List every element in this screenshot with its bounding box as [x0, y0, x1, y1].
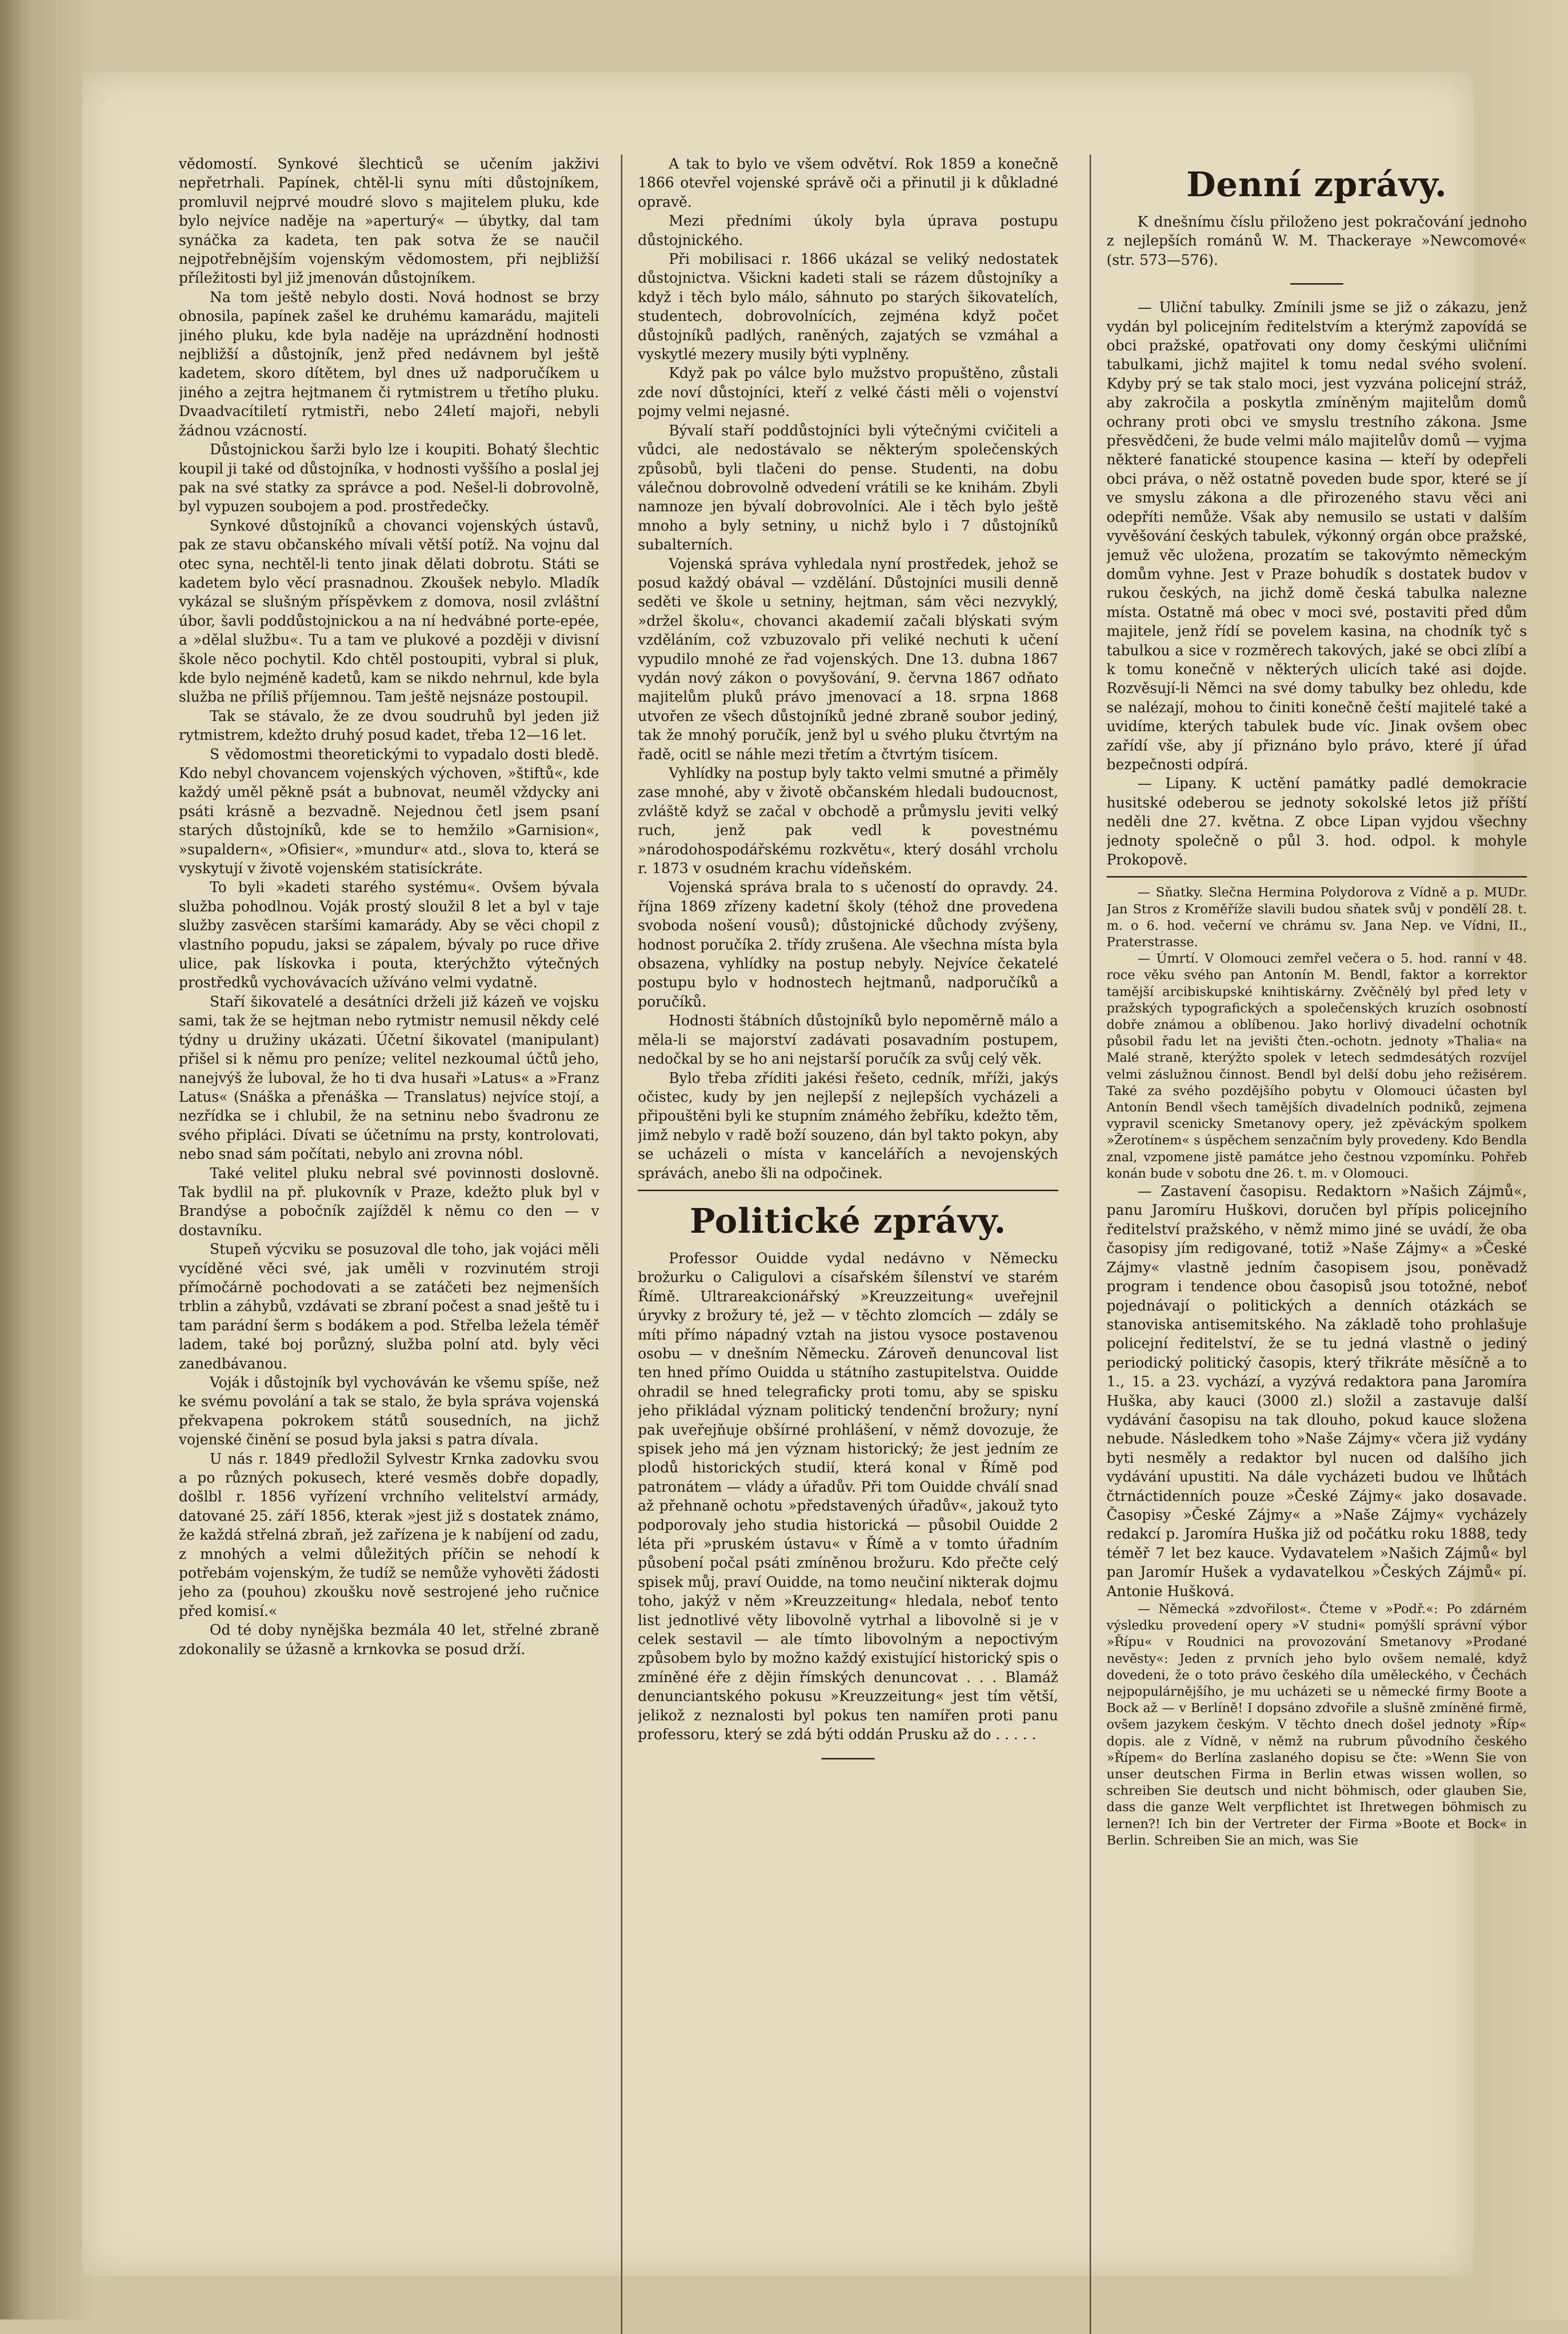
col3-paragraph: — Lipany. K uctění památky padlé demokracie husitské odeberou se jednoty sokolské letos již příští neděli dne 27. května. Z obce Lipan vyjdou všechny jednoty společně o půl 3. hod. odpol. k mohyle Prokopově. [1107, 775, 1527, 868]
politics-paragraph: Professor Ouidde vydal nedávno v Německu brožurku o Caligulovi a císařském šílenství ve starém Římě. Ultrareakcionářský »Kreuzzeitung« uveřejnil úryvky z brožury té, jež — v těchto zlomcích — zdály se míti přímo nápadný vztah na jistou vysoce postavenou osobu — v dnešním Německu. Zároveň denuncoval list ten hned přímo Ouidda u státního zastupitelstva. Ouidde ohradil se hned telegraficky proti tomu, aby se spisku jeho přikládal význam politický tendenční brožury; nyní pak uveřejňuje obšírné prohlášení, v němž dovozuje, že spisek jeho má jen význam historický; že jest jedním ze plodů historických studií, která konal v Římě pod patronátem — vlády a úřadův. Při tom Ouidde chválí snad až přehnaně ochotu »představených úřadův«, jakouž tyto podporovaly jeho studia historická — působil Ouidde 2 léta při »pruském ústavu« v Římě a v tomto úřadním působení počal psáti zmíněnou brožuru. Kdo přečte celý spisek můj, praví Ouidde, na tomo neučiní nikterak dojmu toho, jakýž v něm »Kreuzzeitung« hledala, neboť tento list jednotlivé věty libovolně vytrhal a libovolně si je v celek sestavil — ale tímto libovolným a nepoctivým způsobem bylo by možno každý existující historický spis o zmíněné éře z dějin římských denuncovat . . . Blamáž denunciantského pokusu »Kreuzzeitung« jest tím větší, jelikož z neznalosti byl pokus ten namířen proti panu professoru, který se zdá býti oddán Prusku až do . . . . . [638, 1250, 1058, 1743]
col2-paragraph: Bývalí staří poddůstojníci byli výtečnými cvičiteli a vůdci, ale nedostávalo se některým společenských způsobů, byli tlačeni do pense. Studenti, na dobu válečnou dobrovolně odvedení vrátili se ke knihám. Zbyli namnoze jen bývalí dobrovolníci. Ale i těch bylo ještě mnoho a byly setniny, u nichž bylo i 7 důstojníků subalterních. [638, 422, 1058, 553]
col2-paragraph: Vojenská správa vyhledala nyní prostředek, jehož se posud každý obával — vzdělání. Důstojníci musili denně seděti ve škole u setniny, hejtman, sám věci nezvyklý, »držel školu«, chovanci akademií začali blýskati svým vzděláním, což vzbuzovalo při veliké nechuti k učení vypudilo mnohé ze řad vojenských. Dne 13. dubna 1867 vydán nový zákon o povyšování, 9. června 1867 odňato majitelům pluků právo jmenovací a 18. srpna 1868 utvořen ze všech důstojníků jedné zbraně soubor jediný, tak že mnohý poručík, jenž byl u svého pluku čtvrtým na řadě, ocitl se náhle mezi třetím a čtvrtým tisícem. [638, 555, 1058, 763]
daily-news-intro: K dnešnímu číslu přiloženo jest pokračování jednoho z nejlepších románů W. M. Thackeraye »Newcomové« (str. 573—576). [1107, 214, 1527, 268]
col1-paragraph: Staří šikovatelé a desátníci drželi již kázeň ve vojsku sami, tak že se hejtman nebo rytmistr nemusil někdy celé týdny u družiny ukázati. Účetní šikovatel (manipulant) přišel si k němu pro peníze; velitel nezkoumal účtů jeho, nanejvýš že ĺuboval, že ho ti dva husaři »Latus« a »Franz Latus« (Snáška a přenáška — Translatus) nejvíce stojí, a nezřídka se i chlubil, že na setninu nebo švadronu ze svého připláci. Dívati se účetnímu na prsty, kontrolovati, nebo snad sám počítati, nebylo ani zrovna nóbl. [179, 993, 599, 1163]
col1-paragraph: U nás r. 1849 předložil Sylvestr Krnka zadovku svou a po různých pokusech, které vesměs dobře dopadly, došlbl r. 1856 vyřízení vrchního velitelství armády, datované 25. září 1856, kterak »jest již s dostatek známo, že každá střelná zbraň, jež zařízena je k nabíjení od zadu, z mnohých a velmi důležitých příčin se nehodí k potřebám vojenským, že tudíž se nemůže vyhověti žádosti jeho za (pouhou) zkoušku nově sestrojené jeho ručnice před komisí.« [179, 1450, 599, 1619]
news-divider [1107, 876, 1527, 878]
col3-paragraph: — Zastavení časopisu. Redaktorn »Našich Zájmů«, panu Jaromíru Huškovi, doručen byl přípis policejního ředitelství pražského, v němž mimo jiné se uvádí, že oba časopisy jím redigované, totiž »Naše Zájmy« a »České Zájmy« vlastně jedním časopisem jsou, poněvadž program i tendence obou časopisů jsou totožné, neboť pojednávají o politických a denních otázkách se stanoviska antisemitského. Na základě toho prohlašuje policejní ředitelství, že se tu jedná vlastně o jediný periodický politický časopis, který třikráte měsíčně a to 1., 15. a 23. vychází, a vyzývá redaktora pana Jaromíra Huška, aby kauci (3000 zl.) složil a zastavuje další vydávání časopisu na tak dlouho, pokud kauce složena nebude. Následkem toho »Naše Zájmy« včera již vydány byti nesměly a redaktor byl nucen od dalšího jich vydávání upustiti. Na dále vycházeti budou ve lhůtách čtrnáctidenních pouze »České Zájmy« jako dosavade. Časopisy »České Zájmy« a »Naše Zájmy« vycházely redakcí p. Jaromíra Huška již od počátku roku 1888, tedy téměř 7 let bez kauce. Vydavatelem »Našich Zájmů« byl pan Jaromír Hušek a vydavatelkou »Českých Zájmů« pí. Antonie Hušková. [1107, 1183, 1527, 1599]
column-rule-2 [1090, 155, 1091, 2334]
col2-paragraph: Bylo třeba zříditi jakési řešeto, cedník, mříži, jakýs očistec, kudy by jen nejlepší z nejlepších vycházeli a připouštěni byli ke stupním známého žebříku, kdežto těm, jimž nebylo v radě boží souzeno, dán byl takto pokyn, aby se ucházeli o místa v kancelářích a nevojenských správách, anebo šli na odpočinek. [638, 1069, 1058, 1181]
col1-paragraph: Synkové důstojníků a chovanci vojenských ústavů, pak ze stavu občanského mívali větší potíž. Na vojnu dal otec syna, nechtěl-li tento jinak dělati dobrotu. Státi se kadetem bylo věcí prasnadnou. Zkoušek nebylo. Mladík vykázal se slušným příspěvkem z domova, nosil zvláštní úbor, šavli poddůstojnickou a na ní hedvábné porte-epée, a »dělal službu«. Tu a tam ve plukové a později v divisní škole něco pochytil. Kdo chtěl postoupiti, vybral si pluk, kde bylo nejméně kadetů, kam se nikdo nehrnul, kde byla služba ne příliš příjemnou. Tam ještě nejsnáze postoupil. [179, 517, 599, 706]
col1-paragraph: Důstojnickou šarži bylo lze i koupiti. Bohatý šlechtic koupil ji také od důstojníka, v hodnosti vyššího a poslal jej pak na své statky za správce a pod. Nešel-li dobrovolně, byl vypuzen soubojem a pod. prostředečky. [179, 441, 599, 515]
col2-paragraph: Vojenská správa brala to s učeností do opravdy. 24. října 1869 zřízeny kadetní školy (téhož dne provedena svoboda nošení vousů); důstojnické důchody zvýšeny, hodnost poručíka 2. třídy zrušena. Ale všechna místa byla obsazena, vyhlídky na postup nebyly. Nejvíce čekatelé postupu bylo v hodnostech hejtmanů, nadporučíků a poručíků. [638, 879, 1058, 1010]
column-rule-1 [621, 155, 622, 2334]
col1-paragraph: Voják i důstojník byl vychováván ke všemu spíše, než ke svému povolání a tak se stalo, že byla správa vojenská překvapena pokrokem států sousedních, na jichž vojenské činění se posud byla jaksi s patra dívala. [179, 1374, 599, 1448]
politics-heading: Politické zprávy. [690, 1200, 1007, 1241]
col2-paragraph: Vyhlídky na postup byly takto velmi smutné a přiměly zase mnohé, aby v životě občanském hledali budoucnost, zvláště když se začal v obchodě a průmyslu jeviti velký ruch, jenž pak vedl k povestnému »národohospodářskému rozkvětu«, který dosáhl vrcholu r. 1873 v osudném krachu vídeňském. [638, 765, 1058, 877]
col1-paragraph: Stupeň výcviku se posuzoval dle toho, jak vojáci měli vycíděné věci své, jak uměli v rozvinutém stroji přímočárně pochodovati a se zatáčeti bez nejmenších trblin a záhybů, vzdávati se zbraní počest a snad ještě tu i tam parádní šerm s bodákem a pod. Střelba ležela téměř ladem, také boj porůzný, služba polní atd. byly věci zanedbávanou. [179, 1241, 599, 1372]
intro-separator [1290, 283, 1343, 285]
daily-news-heading: Denní zprávy. [1186, 164, 1447, 204]
col2-paragraph: A tak to bylo ve všem odvětví. Rok 1859 a konečně 1866 otevřel vojenské správě oči a přinutil ji k důkladné opravě. [638, 156, 1058, 210]
col2-paragraph: Když pak po válce bylo mužstvo propuštěno, zůstali zde noví důstojníci, kteří z velké části měli o vojenství pojmy velmi nejasné. [638, 365, 1058, 420]
col1-paragraph: Na tom ještě nebylo dosti. Nová hodnost se brzy obnosila, papínek zašel ke druhému kamarádu, majiteli jiného pluku, kde byla naděje na uprázdnění hodnosti nejbližší a důstojník, jenž před nedávnem byl ještě kadetem, skoro dítětem, byl dnes už nadporučíkem u jiného a zejtra hejtmanem či rytmistrem u třetího pluku. Dvaadvacítiletí rytmistři, nebo 24letí majoři, nebyli žádnou vzácností. [179, 288, 599, 439]
col1-paragraph: Tak se stávalo, že ze dvou soudruhů byl jeden již rytmistrem, kdežto druhý posud kadet, třeba 12—16 let. [179, 707, 599, 744]
columns-container [179, 155, 1546, 2334]
col1-paragraph: Od té doby nynějška bezmála 40 let, střelné zbraně zdokonalily se úžasně a krnkovka se posud drží. [179, 1622, 599, 1657]
section-divider [638, 1190, 1058, 1191]
col1-paragraph: Také velitel pluku nebral své povinnosti doslovně. Tak bydlil na př. plukovník v Praze, kdežto pluk byl v Brandýse a pobočník zajížděl k němu co den — v dostavníku. [179, 1165, 599, 1239]
col3-small-paragraph: — Úmrtí. V Olomouci zemřel večera o 5. hod. ranní v 48. roce věku svého pan Antonín M. Bendl, faktor a korrektor tamější arcibiskupské knihtiskárny. Zvěčnělý byl před lety v pražských typografických a společenských kruzích osobností dobře známou a oblíbenou. Jako horlivý divadelní ochotník působil řadu let na jevišti čten.-ochotn. jednoty »Thalia« na Malé straně, kterýžto spolek v letech sedmdesátých rozvíjel velmi záslužnou činnost. Bendl byl delší dobu jeho režisérem. Také za svého pozdějšího pobytu v Olomouci účasten byl Antonín Bendl všech tamějších divadelních podniků, zejmena vypravil scenicky Smetanovy opery, jež zpěváckým spolkem »Žerotínem« s úspěchem senzačním byly provedeny. Kdo Bendla znal, vzpomene jistě památce jeho čestnou vzpomínku. Pohřeb konán bude v sobotu dne 26. t. m. v Olomouci. [1107, 951, 1527, 1181]
column-3 [1107, 155, 1527, 2334]
col3-small-paragraph: — Německá »zdvořilost«. Čteme v »Podř.«: Po zdárném výsledku provedení opery »V studni« pomýšlí správní výbor »Řípu« v Roudnici na provozování Smetanovy »Prodané nevěsty«: Jeden z prvních jeho bylo ovšem nemalé, když dovedeni, že o toto právo českého díla uměleckého, v Čechách nejpopulárnějšího, je mu ucházeti se u německé firmy Boote a Bock až — v Berlíně! I dopsáno zdvořile a slušně zmíněné firmě, ovšem jazykem českým. V těchto dnech došel jednoty »Říp« dopis. ale z Vídně, v němž na rubrum původního českého »Řípem« do Berlína zaslaného dopisu se čte: »Wenn Sie von unser deutschen Firma in Berlin etwas wissen wollen, so schreiben Sie deutsch und nicht böhmisch, oder glauben Sie, dass die ganze Welt verpflichtet ist Ihretwegen böhmisch zu lernen?! Ich bin der Vertreter der Firma »Boote et Bock« in Berlin. Schreiben Sie an mich, was Sie [1107, 1601, 1527, 1848]
newspaper-page [82, 72, 1527, 2276]
col3-small-paragraph: — Sňatky. Slečna Hermina Polydorova z Vídně a p. MUDr. Jan Stros z Kroměříže slavili budou sňatek svůj v pondělí 28. t. m. o 6. hod. večerní ve chrámu sv. Jana Nep. ve Vídni, II., Praterstrasse. [1107, 885, 1527, 950]
col1-paragraph: vědomostí. Synkové šlechticů se učením jakživi nepřetrhali. Papínek, chtěl-li synu míti důstojníkem, promluvil nejprvé moudré slovo s majitelem pluku, kde bylo nejvíce naděje na »aperturý« — úbytky, dal tam synáčka za kadeta, ten pak sotva že se naučil nejpotřebnějším vojenským vědomostem, při nejbližší příležitosti byl již jmenován důstojníkem. [179, 156, 599, 287]
col3-paragraph: — Uliční tabulky. Zmínili jsme se již o zákazu, jenž vydán byl policejním ředitelstvím a kterýmž zapovídá se obci pražské, opatřovati ony domy českými uličními tabulkami, jichž majitel k tomu nedal svého svolení. Kdyby prý se tak stalo moci, jest vyzvána policejní stráž, aby zakročila a poskytla zmíněným majitelům domů ochrany proti obci ve smyslu trestního zákona. Jsme přesvědčeni, že bude velmi málo majitelův domů — vyjma některé fanatické stoupence kasina — kteří by odepřeli obci práva, o něž ostatně poveden bude spor, které se jí ve smyslu zákona a dle přirozeného stavu věci ani odepříti nemůže. Však aby nemusilo se ustati v dalším vyvěšování českých tabulek, výkonný orgán obce pražské, jemuž věc uložena, prozatím se takovýmto německým domům vyhne. Jest v Praze bohudík s dostatek budov v rukou českých, na jichž domě česká tabulka nalezne místa. Ostatně má obec v moci své, postaviti před dům majitele, jenž řídí se povelem kasina, na chodník tyč s tabulkou a sice v rozměrech takových, jaké se obci zlíbí a k tomu konečně v některých ulicích také asi dojde. Rozvěsují-li Němci na své domy tabulky bez ohledu, kde se nalézají, mohou to činiti konečně čeští majitelé také a uvidíme, kterých tabulek bude víc. Jinak ovšem obec zařídí vše, aby jí přiznáno bylo právo, které jí úřad bezpečnosti odpírá. [1107, 299, 1527, 773]
col2-paragraph: Mezi předními úkoly byla úprava postupu důstojnického. [638, 213, 1058, 248]
column-2 [638, 155, 1058, 2334]
col1-paragraph: S vědomostmi theoretickými to vypadalo dosti bledě. Kdo nebyl chovancem vojenských výchoven, »štiftů«, kde každý uměl pěkně psát a bubnovat, neuměl vždycky ani psáti krásně a bezvadně. Nejednou četl jsem psaní starých důstojníků, kde se to hemžilo »Garnision«, »supaldern«, »Ofisier«, »mundur« atd., slova to, která se vyskytují v životě vojenském statisíckráte. [179, 746, 599, 877]
col2-paragraph: Hodnosti štábních důstojníků bylo nepoměrně málo a měla-li se majorství zadávati posavadním postupem, nedočkal by se ho ani nejstarší poručík za svůj celý věk. [638, 1012, 1058, 1067]
col1-paragraph: To byli »kadeti starého systému«. Ovšem bývala služba pohodlnou. Voják prostý sloužil 8 let a byl v taje služby zasvěcen staršími kamarády. Aby se věci chopil z vlastního popudu, jaksi se zápalem, bývaly po ruce dřive ulice, pak lískovka i pouta, kterýchžto výtečných prostředků vychovávacích užíváno velmi vydatně. [179, 879, 599, 991]
end-ornament [821, 1758, 875, 1759]
col2-paragraph: Při mobilisaci r. 1866 ukázal se veliký nedostatek důstojnictva. Všickni kadeti stali se rázem důstojníky a když i těch bylo málo, sáhnuto po starých šikovatelích, studentech, dobrovolnících, zejména když počet důstojníků padlých, raněných, zajatých se vzmáhal a vyskytlé mezery musily býti vyplněny. [638, 251, 1058, 363]
column-1 [179, 155, 599, 2334]
